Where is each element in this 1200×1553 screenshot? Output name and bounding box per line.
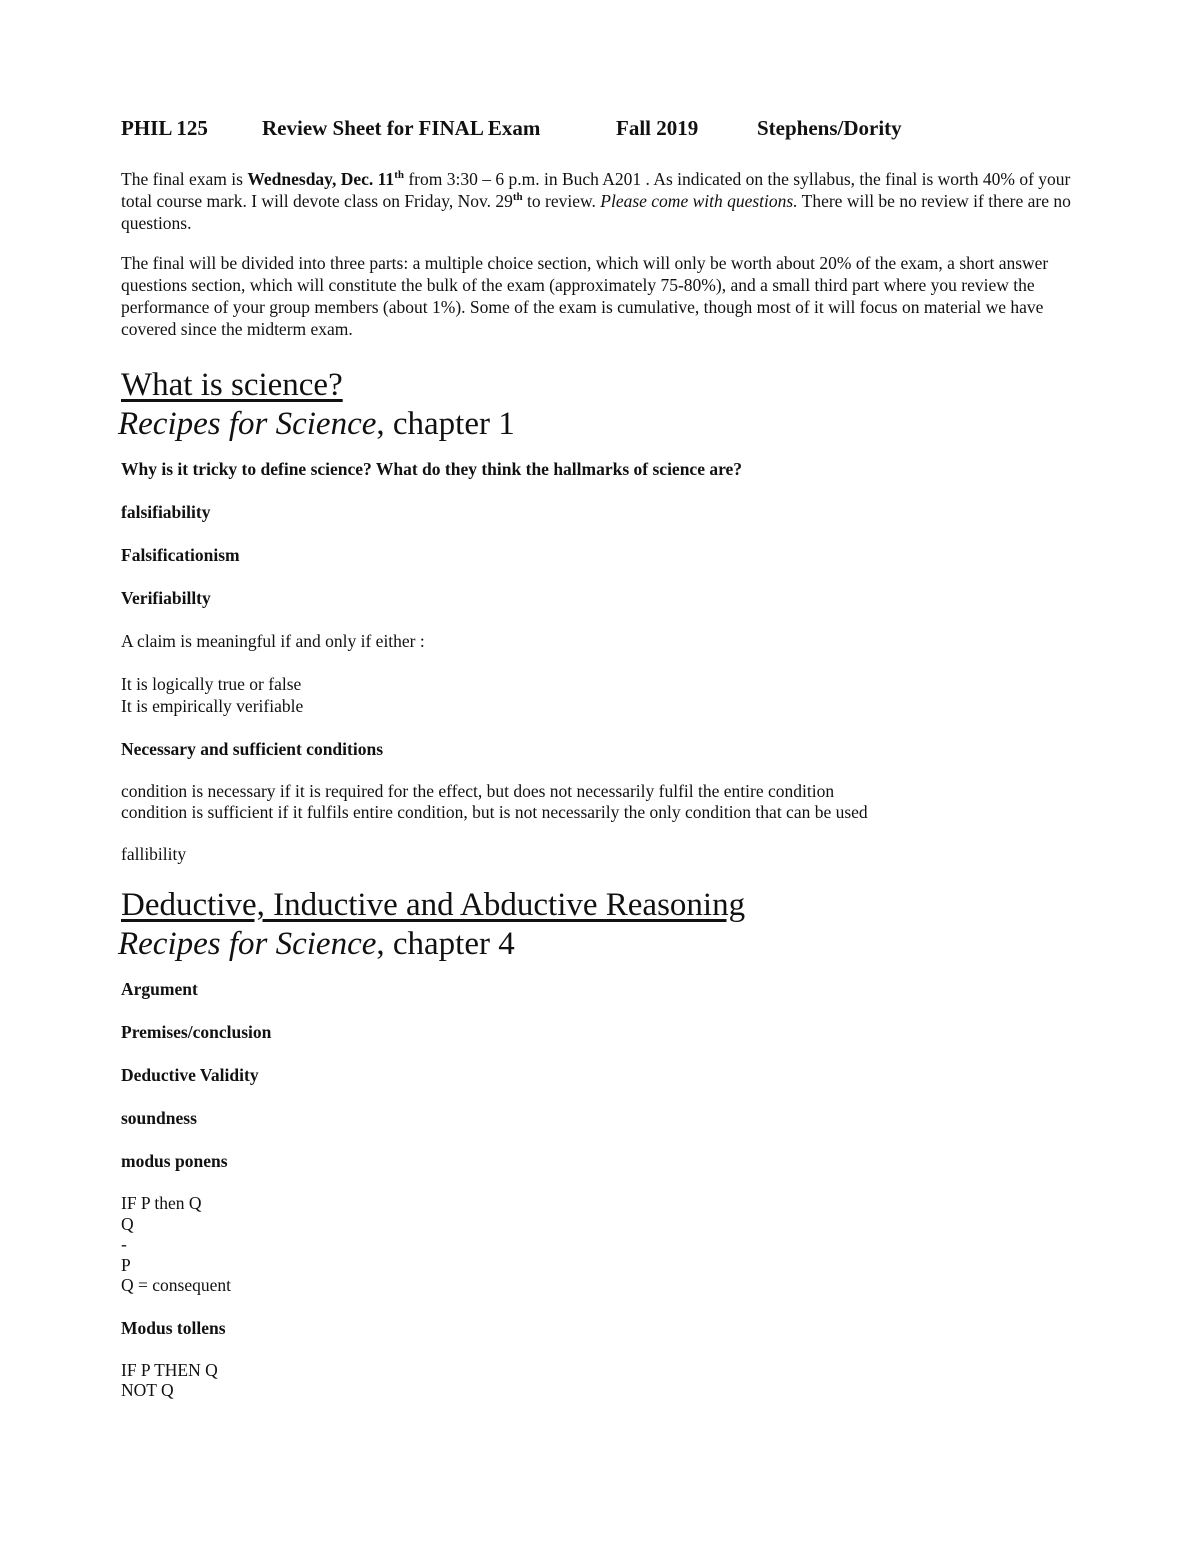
term-deductive-validity: Deductive Validity <box>121 1065 259 1085</box>
section-reading-chapter-4: Recipes for Science, chapter 4 <box>118 926 515 962</box>
review-question: Why is it tricky to define science? What do they think the hallmarks of science are? <box>121 459 743 479</box>
term-modus-ponens: modus ponens <box>121 1151 228 1171</box>
intro-paragraph-exam-info: The final exam is Wednesday, Dec. 11th from 3:30 – 6 p.m. in Buch A201 . As indicated on the syllabus, the final is worth 40% of your total course mark. I will devote class on Friday, Nov. 29th to review. Please come with questions. There will be no review if there are no questions. <box>121 169 1071 233</box>
term-label: Fall 2019 <box>616 116 699 140</box>
document-title: Review Sheet for FINAL Exam <box>262 116 541 140</box>
list-item: P <box>121 1254 131 1275</box>
list-item: - <box>121 1234 127 1254</box>
intro-paragraph-exam-format: The final will be divided into three parts: a multiple choice section, which will only be worth about 20% of the exam, a short answer questions section, which will constitute the bulk of the exam (approximately 75-80%), and a small third part where you review the performance of your group members (about 1%). Some of the exam is cumulative, though most of it will focus on material we have covered since the midterm exam. <box>121 253 1049 339</box>
document-page <box>118 112 1096 1422</box>
course-code: PHIL 125 <box>121 116 208 140</box>
term-falsifiability: falsifiability <box>121 502 211 522</box>
document-header <box>121 112 1096 144</box>
section-heading-reasoning: Deductive, Inductive and Abductive Reasoning <box>121 887 746 923</box>
term-necessary-sufficient: Necessary and sufficient conditions <box>121 739 384 759</box>
list-item: IF P THEN Q <box>121 1359 218 1380</box>
request-questions-note: Please come with questions. <box>600 191 798 211</box>
list-item: Q <box>121 1213 134 1234</box>
term-soundness: soundness <box>121 1108 197 1128</box>
term-argument: Argument <box>121 979 198 999</box>
conditions-notes <box>121 781 1096 822</box>
list-item: IF P then Q <box>121 1193 202 1213</box>
exam-date: Wednesday, Dec. 11th <box>247 169 404 189</box>
section-reading-chapter-1: Recipes for Science, chapter 1 <box>118 406 515 442</box>
list-item: condition is sufficient if it fulfils entire condition, but is not necessarily the only condition that can be used <box>121 801 868 822</box>
term-premises-conclusion: Premises/conclusion <box>121 1022 272 1042</box>
claim-definition: A claim is meaningful if and only if either : <box>121 631 425 651</box>
list-item: It is logically true or false <box>121 674 302 694</box>
modus-tollens-notes <box>121 1360 1096 1401</box>
modus-ponens-notes <box>121 1193 1096 1296</box>
term-falsificationism: Falsificationism <box>121 545 240 565</box>
instructors-label: Stephens/Dority <box>757 116 902 140</box>
list-item: condition is necessary if it is required for the effect, but does not necessarily fulfil the entire condition <box>121 781 835 801</box>
list-item: NOT Q <box>121 1380 174 1400</box>
list-item: It is empirically verifiable <box>121 696 304 716</box>
claim-conditions-list <box>121 673 1096 717</box>
term-modus-tollens: Modus tollens <box>121 1317 226 1338</box>
term-fallibility: fallibility <box>121 844 187 864</box>
section-heading-what-is-science: What is science? <box>121 367 343 403</box>
term-verifiability: Verifiabillty <box>121 588 211 608</box>
list-item: Q = consequent <box>121 1275 231 1295</box>
